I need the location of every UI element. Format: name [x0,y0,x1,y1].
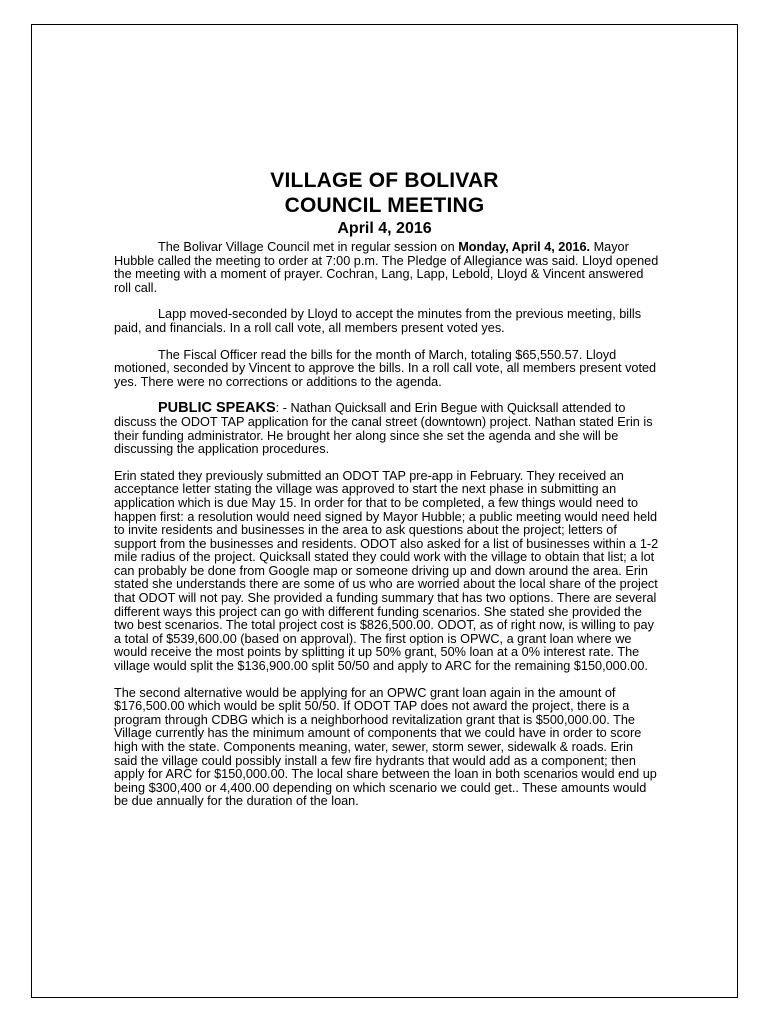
paragraph-second-alternative: The second alternative would be applying for an OPWC grant loan again in the amount of $176,500.00 which would be split 50/50. If ODOT TAP does not award the project, there is a program through CDBG which is a neighborhood revitalization grant that is $500,000.00. The Village currently has the minimum amount of components that we could have in order to score high with the state. Components meaning, water, sewer, storm sewer, sidewalk & roads. Erin said the village could possibly install a few fire hydrants that would add as a component; then apply for ARC for $150,000.00. The local share between the loan in both scenarios would end up being $300,400 or 4,400.00 depending on which scenario we could get.. These amounts would be due annually for the duration of the loan. [114,685,657,809]
paragraph-odot-tap: Erin stated they previously submitted an ODOT TAP pre-app in February. They received an acceptance letter stating the village was approved to start the next phase in submitting an application which is due May 15. In order for that to be completed, a few things would need to happen first: a resolution would need signed by Mayor Hubble; a public meeting would need held to invite residents and businesses in the area to ask questions about the project; letters of support from the businesses and residents. ODOT also asked for a list of businesses within a 1-2 mile radius of the project. Quicksall stated they could work with the village to obtain that list; a lot can probably be done from Google map or someone driving up and down around the area. Erin stated she understands there are some of us who are worried about the local share of the project that ODOT will not pay. She provided a funding summary that has two options. There are several different ways this project can go with different funding scenarios. She stated she provided the two best scenarios. The total project cost is $826,500.00. ODOT, as of right now, is willing to pay a total of $539,600.00 (based on approval). The first option is OPWC, a grant loan where we would receive the most points by splitting it up 50% grant, 50% loan at a 0% interest rate. The village would split the $136,900.00 split 50/50 and apply to ARC for the remaining $150,000.00. [114,468,659,674]
document-header [31,168,738,239]
public-speaks-text: : - Nathan Quicksall and Erin Begue with Quicksall attended to discuss the ODOT TAP application for the canal street (downtown) project. Nathan stated Erin is their funding administrator. He brought her along since she set the agenda and she will be discussing the application procedures. [114,401,653,457]
paragraph-opening-text-b: Mayor Hubble called the meeting to order at 7:00 p.m. The Pledge of Allegiance was said. Lloyd opened the meeting with a moment of prayer. Cochran, Lang, Lapp, Lebold, Lloyd & Vincent answered roll call. [114,240,659,295]
document-body [114,241,659,822]
paragraph-opening [114,241,659,295]
paragraph-public-speaks [114,402,659,456]
paragraph-opening-date: Monday, April 4, 2016. [458,240,591,254]
paragraph-minutes: Lapp moved-seconded by Lloyd to accept the minutes from the previous meeting, bills paid, and financials. In a roll call vote, all members present voted yes. [114,307,642,335]
public-speaks-heading: PUBLIC SPEAKS [158,400,276,417]
paragraph-opening-text-a: The Bolivar Village Council met in regular session on [158,240,459,254]
paragraph-bills: The Fiscal Officer read the bills for the month of March, totaling $65,550.57. Lloyd motioned, seconded by Vincent to approve the bills. In a roll call vote, all members present voted yes. There were no corrections or additions to the agenda. [114,347,657,389]
document-title-line-2: COUNCIL MEETING [284,194,485,217]
document-title-line-1: VILLAGE OF BOLIVAR [270,169,499,192]
meeting-date: April 4, 2016 [337,220,432,237]
